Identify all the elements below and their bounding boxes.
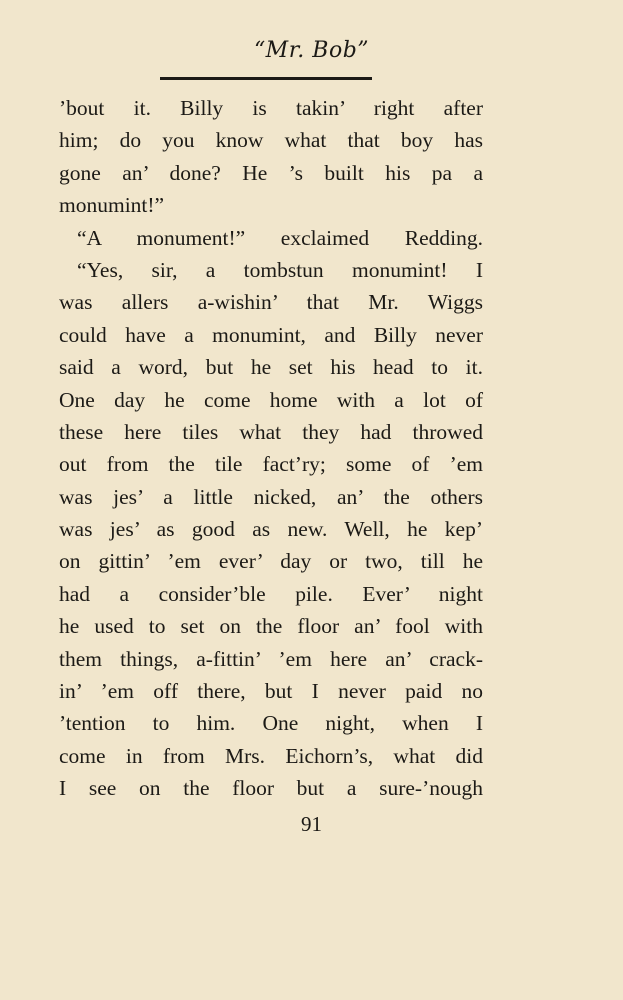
text-line: them things, a-fittin’ ’em here an’ crack-: [59, 646, 483, 671]
text-line: these here tiles what they had throwed: [59, 419, 483, 444]
text-line: “A monument!” exclaimed Redding.: [77, 225, 483, 250]
page-number: 91: [301, 812, 322, 836]
text-line: monumint!”: [59, 193, 165, 218]
text-line: was jes’ a little nicked, an’ the others: [59, 484, 483, 509]
text-line: was jes’ as good as new. Well, he kep’: [59, 517, 483, 542]
text-line: ’tention to him. One night, when I: [59, 711, 483, 736]
text-line: said a word, but he set his head to it.: [59, 355, 483, 380]
text-line: was allers a-wishin’ that Mr. Wiggs: [59, 290, 483, 315]
text-line: he used to set on the floor an’ fool with: [59, 614, 483, 639]
running-title: “Mr. Bob”: [253, 38, 370, 63]
text-line: could have a monumint, and Billy never: [59, 322, 483, 347]
text-line: One day he come home with a lot of: [59, 387, 483, 412]
text-line: out from the tile fact’ry; some of ’em: [59, 452, 483, 477]
body-text: [59, 92, 483, 805]
text-line: gone an’ done? He ’s built his pa a: [59, 160, 483, 185]
header-rule: [160, 77, 372, 80]
text-line: had a consider’ble pile. Ever’ night: [59, 581, 483, 606]
text-line: “Yes, sir, a tombstun monumint! I: [77, 257, 483, 282]
text-line: ’bout it. Billy is takin’ right after: [59, 96, 483, 120]
text-line: come in from Mrs. Eichorn’s, what did: [59, 743, 483, 768]
text-line: in’ ’em off there, but I never paid no: [59, 679, 483, 704]
text-line: I see on the floor but a sure-’nough: [59, 776, 483, 801]
text-line: him; do you know what that boy has: [59, 128, 483, 153]
text-line: on gittin’ ’em ever’ day or two, till he: [59, 549, 483, 574]
